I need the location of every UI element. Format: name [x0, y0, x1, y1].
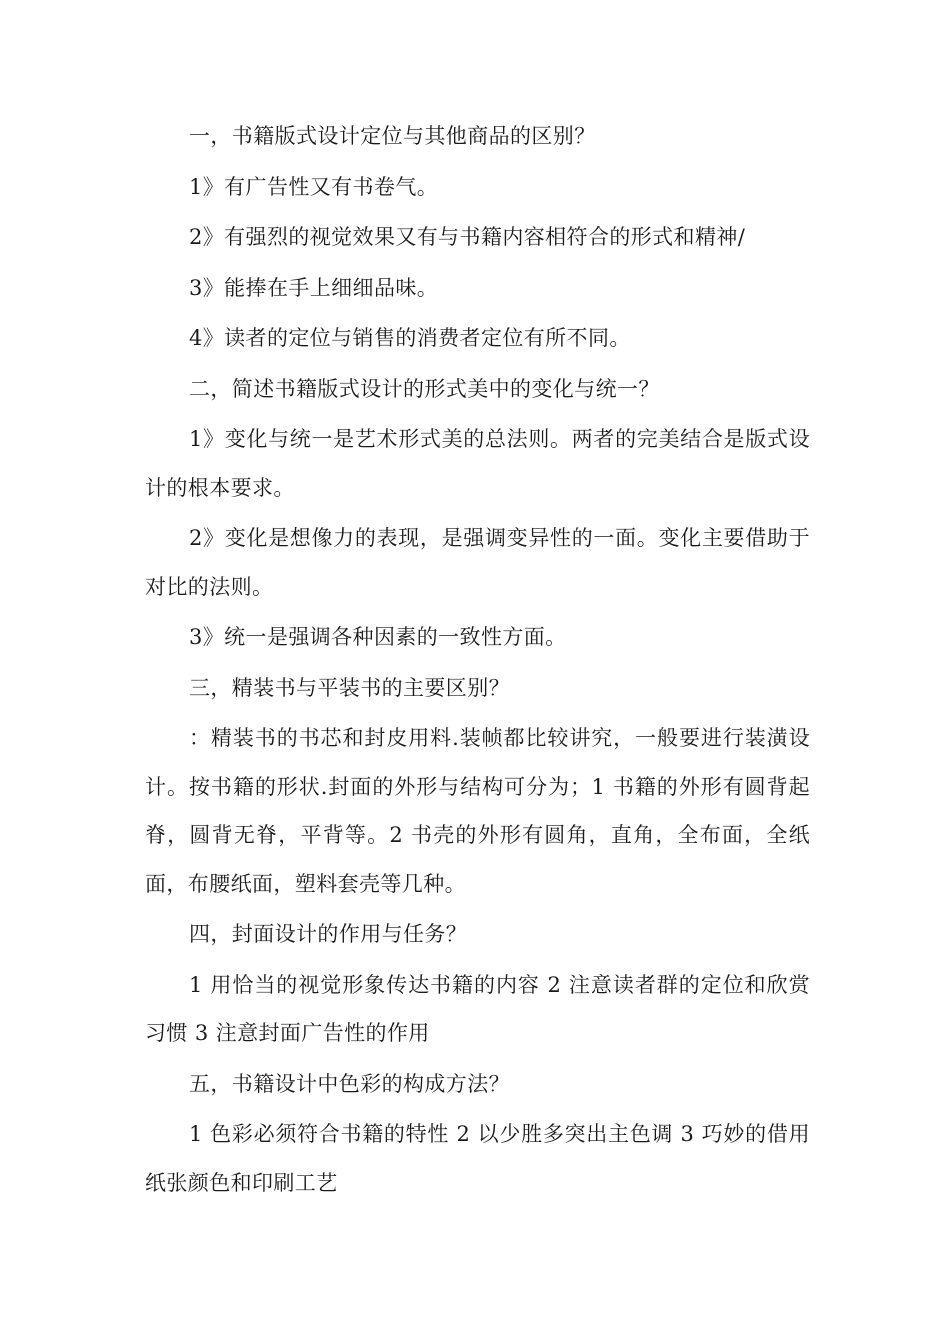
answer-5-body: 1 色彩必须符合书籍的特性 2 以少胜多突出主色调 3 巧妙的借用纸张颜色和印刷工艺	[145, 1122, 810, 1195]
answer-4-body: 1 用恰当的视觉形象传达书籍的内容 2 注意读者群的定位和欣赏习惯 3 注意封面广告性的作用	[145, 972, 810, 1045]
answer-2-point-1: 1》变化与统一是艺术形式美的总法则。两者的完美结合是版式设计的根本要求。	[145, 427, 810, 500]
answer-2-point-2: 2》变化是想像力的表现，是强调变异性的一面。变化主要借助于对比的法则。	[145, 526, 810, 599]
heading-question-1: 一，书籍版式设计定位与其他商品的区别？	[189, 124, 596, 148]
heading-question-2: 二，简述书籍版式设计的形式美中的变化与统一？	[189, 376, 660, 401]
heading-question-3: 三，精装书与平装书的主要区别？	[189, 675, 510, 700]
answer-1-point-2: 2》有强烈的视觉效果又有与书籍内容相符合的形式和精神/	[189, 225, 746, 249]
answer-1-point-4: 4》读者的定位与销售的消费者定位有所不同。	[189, 326, 631, 350]
document-page	[145, 112, 810, 1209]
heading-question-5: 五，书籍设计中色彩的构成方法？	[189, 1071, 510, 1096]
answer-1-point-3: 3》能捧在手上细细品味。	[189, 275, 439, 300]
heading-question-4: 四，封面设计的作用与任务？	[189, 922, 468, 946]
answer-3-body: ：精装书的书芯和封皮用料.装帧都比较讲究，一般要进行装潢设计。按书籍的形状.封面的外形与结构可分为；1 书籍的外形有圆背起脊，圆背无脊，平背等。2 书壳的外形有圆角，直角，全布面，全纸面，布腰纸面，塑料套壳等几种。	[145, 726, 810, 896]
answer-1-point-1: 1》有广告性又有书卷气。	[189, 174, 439, 199]
answer-2-point-3: 3》统一是强调各种因素的一致性方面。	[189, 625, 567, 649]
